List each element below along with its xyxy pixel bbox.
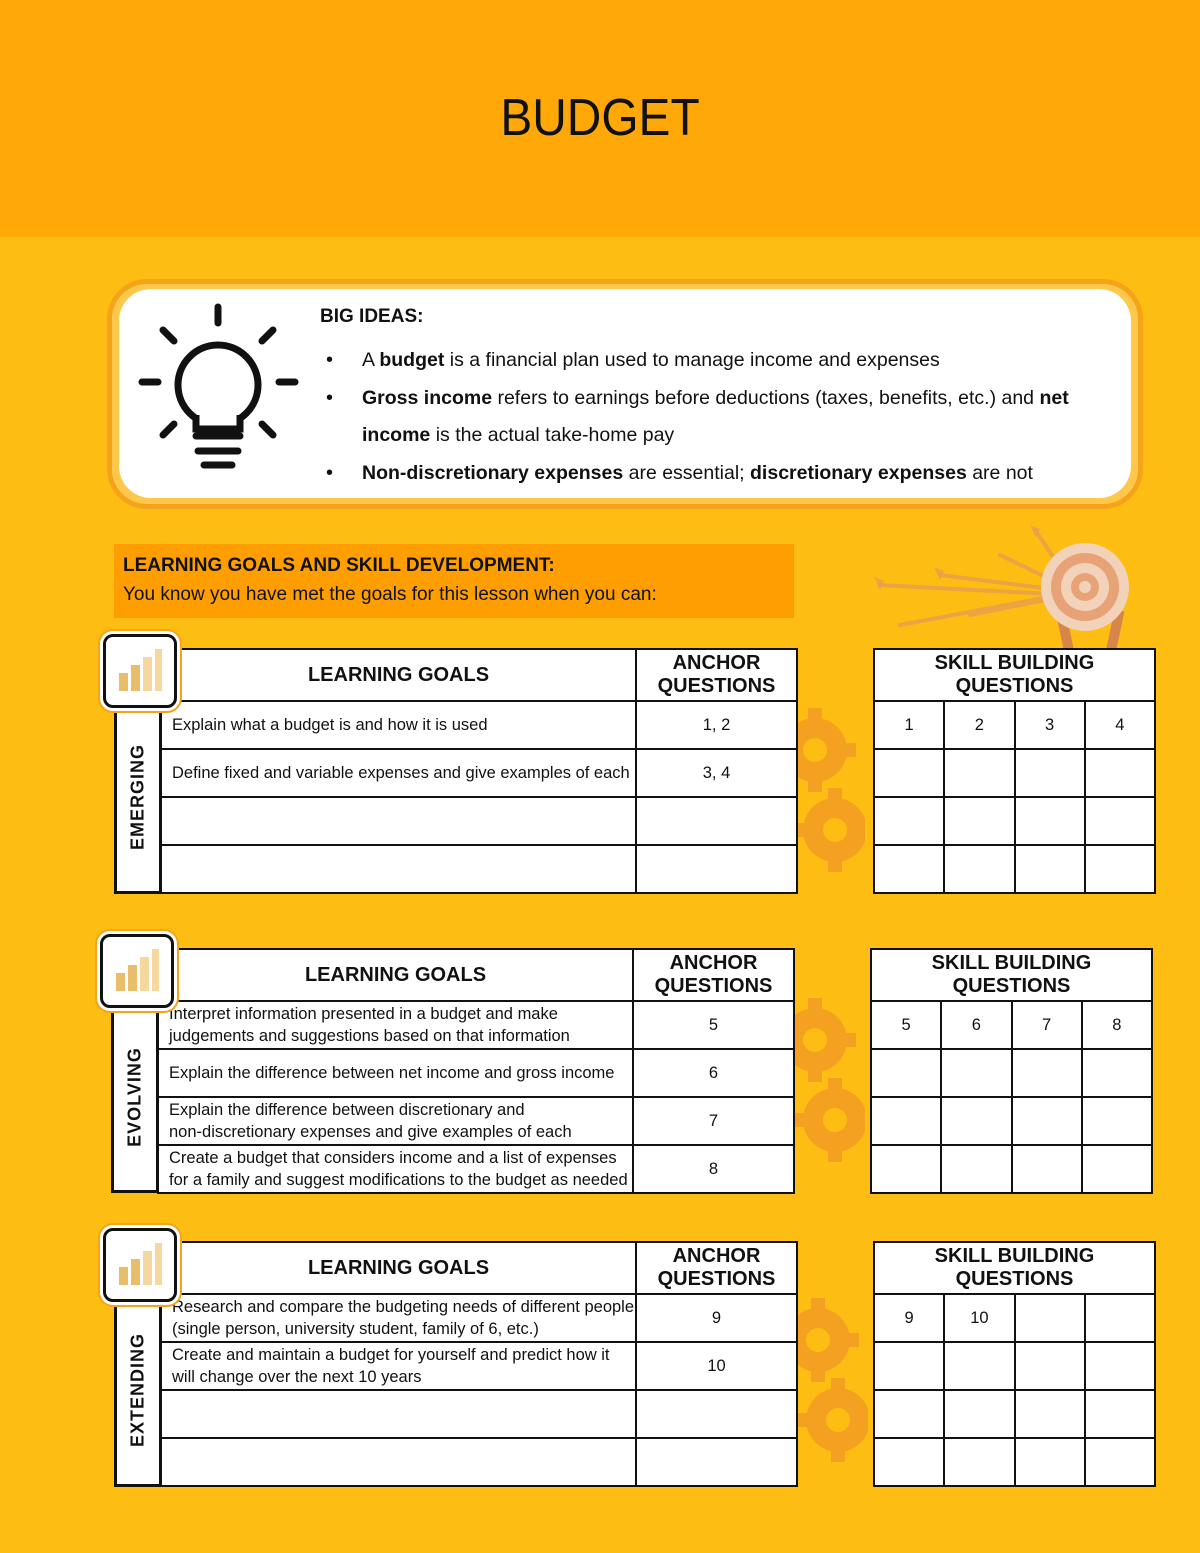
learning-goals-table — [157, 948, 795, 1194]
learning-goals-table — [160, 1241, 798, 1487]
skill-building-table: SKILL BUILDING QUESTIONS 1 2 3 4 — [873, 648, 1156, 894]
page-header — [0, 0, 1200, 237]
big-ideas-heading: BIG IDEAS: — [320, 306, 424, 327]
table-row: Explain the difference between discretionary and non-discretionary expenses and give examples of each 7 — [158, 1097, 794, 1145]
bar-chart-icon — [100, 934, 174, 1008]
table-row — [161, 1390, 797, 1438]
table-row: Research and compare the budgeting needs of different people (single person, university student, family of 6, etc.) 9 — [161, 1294, 797, 1342]
skill-building-header: SKILL BUILDING QUESTIONS — [874, 1242, 1155, 1294]
learning-goals-header: LEARNING GOALS — [161, 649, 636, 701]
big-idea-item: • Non-discretionary expenses are essential; discretionary expenses are not — [326, 455, 1126, 493]
bar-chart-icon — [103, 634, 177, 708]
section-label: EXTENDING — [127, 1332, 148, 1448]
skill-building-table: SKILL BUILDING QUESTIONS 9 10 — [873, 1241, 1156, 1487]
anchor-questions-header: ANCHOR QUESTIONS — [636, 1242, 797, 1294]
table-row: Define fixed and variable expenses and give examples of each 3, 4 — [161, 749, 797, 797]
skill-building-table: SKILL BUILDING QUESTIONS 5 6 7 8 — [870, 948, 1153, 1194]
table-row: Explain the difference between net income and gross income 6 — [158, 1049, 794, 1097]
gear-icon — [790, 700, 865, 880]
table-row — [161, 1438, 797, 1486]
section-label: EMERGING — [127, 743, 148, 851]
anchor-questions-header: ANCHOR QUESTIONS — [636, 649, 797, 701]
learning-goals-header: LEARNING GOALS — [161, 1242, 636, 1294]
section-label-box — [114, 1293, 162, 1487]
skill-building-header: SKILL BUILDING QUESTIONS — [874, 649, 1155, 701]
table-row: Explain what a budget is and how it is used 1, 2 — [161, 701, 797, 749]
learning-goals-banner — [114, 544, 794, 618]
section-label: EVOLVING — [124, 1046, 145, 1147]
bar-chart-icon — [103, 1228, 177, 1302]
table-row: Create a budget that considers income and a list of expenses for a family and suggest modifications to the budget as needed 8 — [158, 1145, 794, 1193]
anchor-questions-header: ANCHOR QUESTIONS — [633, 949, 794, 1001]
learning-goals-banner-title: LEARNING GOALS AND SKILL DEVELOPMENT: — [123, 555, 555, 576]
gear-icon — [793, 1290, 868, 1470]
big-ideas-list — [326, 342, 1126, 492]
table-row — [161, 845, 797, 893]
table-row — [161, 797, 797, 845]
lightbulb-icon — [138, 303, 300, 481]
big-idea-item: • Gross income refers to earnings before deductions (taxes, benefits, etc.) and net income is the actual take-home pay — [326, 380, 1126, 455]
learning-goals-header: LEARNING GOALS — [158, 949, 633, 1001]
learning-goals-banner-subtitle: You know you have met the goals for this lesson when you can: — [123, 584, 657, 605]
table-row: Interpret information presented in a budget and make judgements and suggestions based on that information 5 — [158, 1001, 794, 1049]
skill-building-header: SKILL BUILDING QUESTIONS — [871, 949, 1152, 1001]
target-arrows-icon — [870, 525, 1140, 655]
big-idea-item: • A budget is a financial plan used to manage income and expenses — [326, 342, 1126, 380]
section-label-box — [114, 700, 162, 894]
section-label-box — [111, 1000, 159, 1193]
page-title: BUDGET — [500, 89, 700, 147]
table-row: Create and maintain a budget for yourself and predict how it will change over the next 10 years 10 — [161, 1342, 797, 1390]
gear-icon — [790, 990, 865, 1170]
learning-goals-table — [160, 648, 798, 894]
